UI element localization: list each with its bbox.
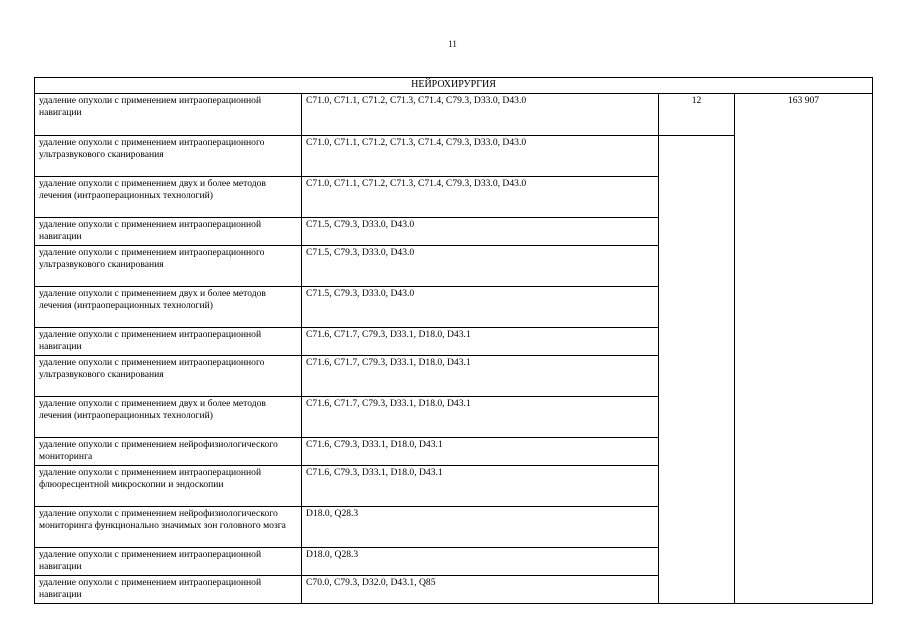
method-cell: удаление опухоли с применением интраоперационного ультразвукового сканирования <box>35 246 302 287</box>
method-cell: удаление опухоли с применением нейрофизиологического мониторинга функционально значимых зон головного мозга <box>35 507 302 548</box>
codes-cell: D18.0, Q28.3 <box>302 548 659 576</box>
section-row <box>35 78 873 94</box>
method-cell: удаление опухоли с применением интраоперационной навигации <box>35 94 302 136</box>
method-cell: удаление опухоли с применением интраоперационной навигации <box>35 328 302 356</box>
section-title: НЕЙРОХИРУРГИЯ <box>35 78 873 94</box>
codes-cell: C71.5, C79.3, D33.0, D43.0 <box>302 218 659 246</box>
method-cell: удаление опухоли с применением двух и более методов лечения (интраоперационных технологий) <box>35 287 302 328</box>
codes-cell: C71.5, C79.3, D33.0, D43.0 <box>302 287 659 328</box>
codes-cell: C71.6, C71.7, C79.3, D33.1, D18.0, D43.1 <box>302 328 659 356</box>
method-cell: удаление опухоли с применением интраоперационного ультразвукового сканирования <box>35 136 302 177</box>
codes-cell: C71.5, C79.3, D33.0, D43.0 <box>302 246 659 287</box>
group-value-span <box>659 136 735 604</box>
codes-cell: C71.0, C71.1, C71.2, C71.3, C71.4, C79.3, D33.0, D43.0 <box>302 177 659 218</box>
procedures-table <box>34 77 873 604</box>
codes-cell: C71.0, C71.1, C71.2, C71.3, C71.4, C79.3, D33.0, D43.0 <box>302 94 659 136</box>
codes-cell: C71.0, C71.1, C71.2, C71.3, C71.4, C79.3, D33.0, D43.0 <box>302 136 659 177</box>
method-cell: удаление опухоли с применением интраоперационной флюоресцентной микроскопии и эндоскопии <box>35 466 302 507</box>
page-number: 11 <box>448 39 457 49</box>
codes-cell: C70.0, C79.3, D32.0, D43.1, Q85 <box>302 576 659 604</box>
codes-cell: C71.6, C79.3, D33.1, D18.0, D43.1 <box>302 466 659 507</box>
method-cell: удаление опухоли с применением интраоперационной навигации <box>35 548 302 576</box>
codes-cell: D18.0, Q28.3 <box>302 507 659 548</box>
method-cell: удаление опухоли с применением интраоперационной навигации <box>35 576 302 604</box>
method-cell: удаление опухоли с применением интраоперационного ультразвукового сканирования <box>35 356 302 397</box>
cost-cell: 163 907 <box>735 94 873 604</box>
table-row <box>35 94 873 136</box>
codes-cell: C71.6, C71.7, C79.3, D33.1, D18.0, D43.1 <box>302 356 659 397</box>
codes-cell: C71.6, C71.7, C79.3, D33.1, D18.0, D43.1 <box>302 397 659 438</box>
method-cell: удаление опухоли с применением нейрофизиологического мониторинга <box>35 438 302 466</box>
method-cell: удаление опухоли с применением интраоперационной навигации <box>35 218 302 246</box>
group-value-cell: 12 <box>659 94 735 136</box>
method-cell: удаление опухоли с применением двух и более методов лечения (интраоперационных технологий) <box>35 397 302 438</box>
codes-cell: C71.6, C79.3, D33.1, D18.0, D43.1 <box>302 438 659 466</box>
method-cell: удаление опухоли с применением двух и более методов лечения (интраоперационных технологий) <box>35 177 302 218</box>
